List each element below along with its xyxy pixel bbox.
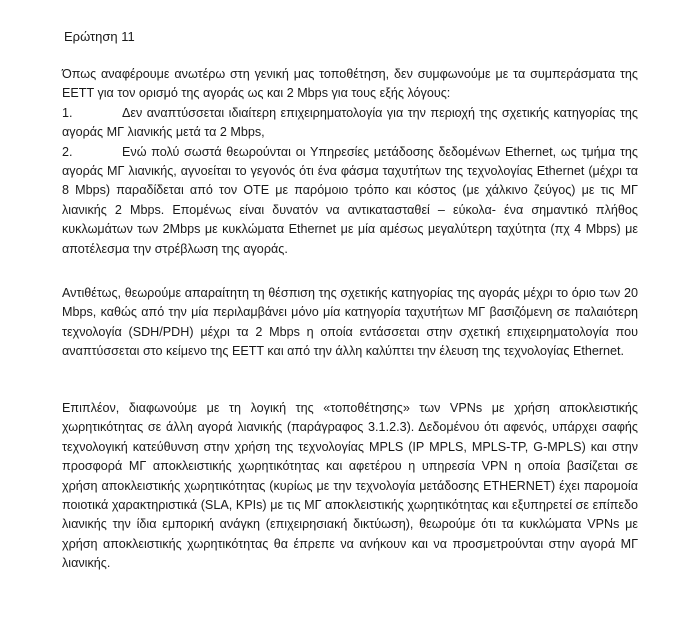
intro-paragraph: Όπως αναφέρουμε ανωτέρω στη γενική μας τοποθέτηση, δεν συμφωνούμε με τα συμπεράσματα της ΕΕΤΤ για τον ορισμό της αγοράς ως και 2 Mbps για τους εξής λόγους: xyxy=(62,67,638,101)
paragraph-vpn xyxy=(62,399,638,574)
intro-section xyxy=(62,65,638,259)
reason-number: 1. xyxy=(62,105,73,120)
reason-text: Δεν αναπτύσσεται ιδιαίτερη επιχειρηματολογία για την περιοχή της σχετικής κατηγορίας της αγοράς ΜΓ λιανικής μετά τα 2 Mbps, xyxy=(62,105,638,140)
paragraph-contrary xyxy=(62,284,638,362)
paragraph-text: Αντιθέτως, θεωρούμε απαραίτητη τη θέσπιση της σχετικής κατηγορίας της αγοράς μέχρι το όριο των 20 Mbps, καθώς από την μία περιλαμβάνει μόνο μία κατηγορία ταχυτήτων ΜΓ βασιζόμενη σε παλαιότερη τεχνολογία (SDH/PDH) μέχρι τα 2 Mbps η οποία εντάσσεται στην σχετική επιχειρηματολογία που αναπτύσσεται στο κείμενο της ΕΕΤΤ και από την άλλη καλύπτει την έλευση της τεχνολογίας Ethernet. xyxy=(62,286,638,359)
reason-text: Ενώ πολύ σωστά θεωρούνται οι Υπηρεσίες μετάδοσης δεδομένων Ethernet, ως τμήμα της αγοράς ΜΓ λιανικής, αγνοείται το γεγονός ότι ένα φάσμα ταχυτήτων της τεχνολογίας Ethernet (μέχρι τα 8 Mbps) παραδίδεται από τον ΟΤΕ με παρόμοιο τρόπο και κόστος (με χάλκινο ζεύγος) με τις ΜΓ λιανικής 2 Mbps. Επομένως είναι δυνατόν να αντικατασταθεί – εύκολα- ένα σημαντικό πλήθος κυκλωμάτων των 2Mbps με κυκλώματα Ethernet με μία αμέσως μεγαλύτερη ταχύτητα (πχ 4 Mbps) με αποτέλεσμα την στρέβλωση της αγοράς. xyxy=(62,144,638,256)
paragraph-text: Επιπλέον, διαφωνούμε με τη λογική της «τοποθέτησης» των VPNs με χρήση αποκλειστικής χωρητικότητας σε άλλη αγορά λιανικής (παράγραφος 3.1.2.3). Δεδομένου ότι αφενός, υπάρχει σαφής τεχνολογική κατεύθυνση στην χρήση της τεχνολογίας MPLS (IP MPLS, MPLS-TP, G-MPLS) και στην προσφορά ΜΓ αποκλειστικής χωρητικότητας και αφετέρου η υπηρεσία VPN η οποία βασίζεται σε χρήση αποκλειστικής χωρητικότητας (κυρίως με την τεχνολογία μετάδοσης ETHERNET) έχει παρομοία ποιοτικά χαρακτηριστικά (SLA, KPIs) με τις ΜΓ αποκλειστικής χωρητικότητας και εξυπηρετεί σε επίπεδο λιανικής την ίδια εμπορική ανάγκη (επιχειρησιακή δικτύωση), θεωρούμε ότι τα κυκλώματα VPNs με χρήση αποκλειστικής χωρητικότητας θα έπρεπε να ανήκουν και να προσμετρούνται στην αγορά ΜΓ λιανικής. xyxy=(62,401,638,571)
question-heading: Ερώτηση 11 xyxy=(64,29,135,44)
reason-number: 2. xyxy=(62,144,73,159)
reason-item xyxy=(62,104,638,143)
reason-item xyxy=(62,143,638,259)
